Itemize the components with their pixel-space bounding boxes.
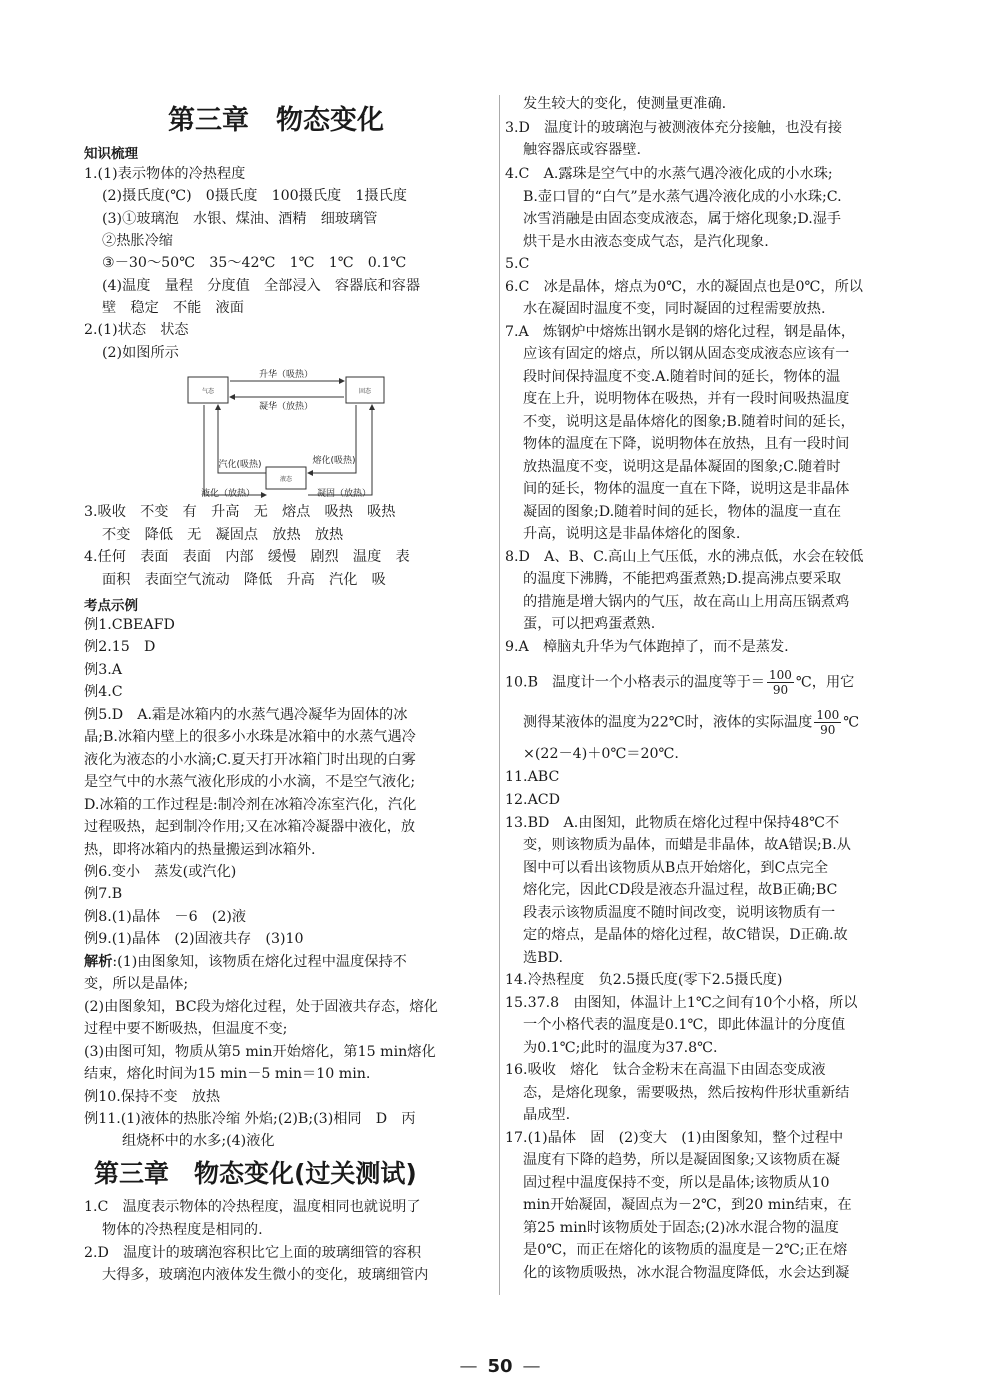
answer-line: 17.(1)晶体 固 (2)变大 (1)由图象知，整个过程中	[505, 1130, 844, 1146]
knowledge-line: 面积 表面空气流动 降低 升高 汽化 吸	[102, 572, 386, 588]
answer-line: 7.A 炼钢炉中熔炼出钢水是钢的熔化过程，钢是晶体，	[505, 324, 856, 340]
answer-line: min开始凝固，凝固点为－2℃，到20 min结束，在	[523, 1197, 852, 1213]
knowledge-line: 3.吸收 不变 有 升高 无 熔点 吸热 吸热	[84, 504, 396, 520]
analysis-line: 过程中要不断吸热，但温度不变;	[84, 1021, 288, 1037]
example-line: 例11.(1)液体的热胀冷缩 外焰;(2)B;(3)相同 D 丙	[84, 1111, 416, 1127]
example-line: 例1.CBEAFD	[84, 617, 175, 633]
sublimation-label: 升华（吸热）	[258, 370, 314, 380]
column-divider	[499, 95, 500, 1295]
answer-line: 烘干是水由液态变成气态，是汽化现象.	[523, 234, 769, 250]
answer-line: 13.BD A.由图知，此物质在熔化过程中保持48℃不	[505, 815, 840, 831]
answer-line: 固过程中温度保持不变，所以是晶体;该物质从10	[523, 1175, 830, 1191]
answer-line: 一个小格代表的温度是0.1℃，即此体温计的分度值	[523, 1017, 846, 1033]
q10-text: ℃	[843, 714, 860, 731]
knowledge-line: (2)摄氏度(℃) 0摄氏度 100摄氏度 1摄氏度	[102, 188, 407, 204]
test-line: 1.C 温度表示物体的冷热程度，温度相同也就说明了	[84, 1199, 421, 1215]
answer-line: 度在上升，说明物体在吸热，并有一段时间吸热温度	[523, 391, 850, 407]
knowledge-line: 1.(1)表示物体的冷热程度	[84, 166, 246, 182]
analysis-label: 解析	[84, 954, 113, 970]
answer-line: 物体的温度在下降，说明物体在放热，且有一段时间	[523, 436, 850, 452]
answer-line: 6.C 冰是晶体，熔点为0℃，水的凝固点也是0℃，所以	[505, 279, 863, 295]
test-line: 大得多，玻璃泡内液体发生微小的变化，玻璃细管内	[102, 1267, 429, 1283]
answer-line: 水在凝固时温度不变，同时凝固的过程需要放热.	[523, 301, 826, 317]
chapter-title: 第三章 物态变化	[168, 105, 384, 136]
answer-line: 放热温度不变，说明这是晶体凝固的图象;C.随着时	[523, 459, 841, 475]
answer-line: 间的延长，物体的温度一直在下降，说明这是非晶体	[523, 481, 850, 497]
example-line: 例3.A	[84, 662, 122, 678]
answer-line-q10	[505, 668, 854, 697]
state-change-diagram	[186, 363, 386, 503]
q10-text: ℃，用它	[795, 674, 855, 691]
footer-dash-left: —	[459, 1356, 478, 1377]
answer-line: 晶成型.	[523, 1107, 571, 1123]
test-line: 2.D 温度计的玻璃泡容积比它上面的玻璃细管的容积	[84, 1245, 422, 1261]
example-line: 液化为液态的小水滴;C.夏天打开冰箱门时出现的白雾	[84, 752, 416, 768]
answer-line: 的温度下沸腾，不能把鸡蛋煮熟;D.提高沸点要采取	[523, 571, 842, 587]
example-line: 例10.保持不变 放热	[84, 1089, 221, 1105]
footer-dash-right: —	[522, 1356, 541, 1377]
answer-line: 15.37.8 由图知，体温计上1℃之间有10个小格，所以	[505, 995, 858, 1011]
fraction-numerator: 100	[816, 708, 840, 722]
knowledge-line: ②热胀冷缩	[102, 233, 173, 249]
answer-line: 选BD.	[523, 950, 563, 966]
example-line: 热，即将冰箱内的热量搬运到冰箱外.	[84, 842, 316, 858]
condensation-label: 液化（放热）	[200, 489, 256, 499]
answer-line: 凝固的图象;D.随着时间的延长，物体的温度一直在	[523, 504, 842, 520]
answer-line: 图中可以看出该物质从B点开始熔化，到C点完全	[523, 860, 829, 876]
answer-line-q10	[523, 708, 859, 737]
vaporization-label: 汽化(吸热)	[218, 460, 262, 470]
knowledge-line: (4)温度 量程 分度值 全部浸入 容器底和容器	[102, 278, 421, 294]
knowledge-line: 4.任何 表面 表面 内部 缓慢 剧烈 温度 表	[84, 549, 410, 565]
solid-label: 固态	[358, 388, 372, 395]
condensation-arrow	[204, 405, 266, 495]
example-line: 是空气中的水蒸气液化形成的小水滴，不是空气液化;	[84, 774, 416, 790]
page-number-footer	[0, 1356, 1000, 1377]
page-number: 50	[487, 1356, 513, 1377]
answer-line: ×(22－4)＋0℃＝20℃.	[523, 746, 679, 762]
example-line: 晶;B.冰箱内壁上的很多小水珠是冰箱中的水蒸气遇冷	[84, 729, 416, 745]
example-line: 例4.C	[84, 684, 123, 700]
answer-line: 触容器底或容器壁.	[523, 142, 642, 158]
fraction-denominator: 90	[820, 723, 836, 737]
knowledge-line: ③－30～50℃ 35～42℃ 1℃ 1℃ 0.1℃	[102, 255, 407, 271]
answer-line: 为0.1℃;此时的温度为37.8℃.	[523, 1040, 718, 1056]
example-line: 例9.(1)晶体 (2)固液共存 (3)10	[84, 931, 304, 947]
analysis-line: 结束，熔化时间为15 min－5 min＝10 min.	[84, 1066, 371, 1082]
knowledge-line: (2)如图所示	[102, 345, 179, 361]
analysis-text: :(1)由图象知，该物质在熔化过程中温度保持不	[112, 954, 407, 970]
answer-line: B.壶口冒的“白气”是水蒸气遇冷液化成的小水珠;C.	[523, 189, 842, 205]
answer-line: 发生较大的变化，使测量更准确.	[523, 96, 727, 112]
answer-line: 定的熔点，是晶体的熔化过程，故C错误，D正确.故	[523, 927, 848, 943]
answer-line: 12.ACD	[505, 792, 561, 808]
analysis-line: (3)由图可知，物质从第5 min开始熔化，第15 min熔化	[84, 1044, 436, 1060]
answer-line: 应该有固定的熔点，所以钢从固态变成液态应该有一	[523, 346, 850, 362]
answer-line: 9.A 樟脑丸升华为气体跑掉了，而不是蒸发.	[505, 639, 789, 655]
answer-line: 5.C	[505, 256, 530, 272]
answer-line: 是0℃，而正在熔化的该物质的温度是－2℃;正在熔	[523, 1242, 848, 1258]
chapter-title-test: 第三章 物态变化(过关测试)	[94, 1159, 417, 1188]
answer-line: 8.D A、B、C.高山上气压低，水的沸点低，水会在较低	[505, 549, 864, 565]
answer-line: 16.吸收 熔化 钛合金粉末在高温下由固态变成液	[505, 1062, 826, 1078]
freezing-arrow	[308, 405, 372, 495]
knowledge-line: 不变 降低 无 凝固点 放热 放热	[102, 527, 344, 543]
example-line: 过程吸热，起到制冷作用;又在冰箱冷凝器中液化，放	[84, 819, 416, 835]
example-line: D.冰箱的工作过程是:制冷剂在冰箱冷冻室汽化，汽化	[84, 797, 417, 813]
example-line: 例2.15 D	[84, 639, 156, 655]
analysis-line	[84, 952, 407, 972]
answer-line: 升高，说明这是非晶体熔化的图象.	[523, 526, 741, 542]
example-line: 例7.B	[84, 886, 123, 902]
melting-label: 熔化(吸热)	[312, 456, 356, 466]
q10-text: 10.B 温度计一个小格表示的温度等于＝	[505, 674, 765, 691]
example-line: 例6.变小 蒸发(或汽化)	[84, 864, 237, 880]
fraction	[767, 668, 794, 697]
section-knowledge: 知识梳理	[84, 146, 138, 162]
answer-line: 变，则该物质为晶体，而蜡是非晶体，故A错误;B.从	[523, 837, 851, 853]
answer-line: 14.冷热程度 负2.5摄氏度(零下2.5摄氏度)	[505, 972, 783, 988]
example-line: 例8.(1)晶体 －6 (2)液	[84, 909, 247, 925]
fraction-numerator: 100	[769, 668, 792, 682]
answer-line: 3.D 温度计的玻璃泡与被测液体充分接触，也没有接	[505, 120, 843, 136]
example-line: 例5.D A.霜是冰箱内的水蒸气遇冷凝华为固体的冰	[84, 707, 408, 723]
answer-line: 11.ABC	[505, 769, 560, 785]
knowledge-line: (3)①玻璃泡 水银、煤油、酒精 细玻璃管	[102, 211, 378, 227]
answer-line: 段时间保持温度不变.A.随着时间的延长，物体的温	[523, 369, 841, 385]
liquid-label: 液态	[279, 476, 293, 483]
answer-line: 第25 min时该物质处于固态;(2)冰水混合物的温度	[523, 1220, 839, 1236]
answer-line: 的措施是增大锅内的气压，故在高山上用高压锅煮鸡	[523, 594, 850, 610]
answer-line: 熔化完，因此CD段是液态升温过程，故B正确;BC	[523, 882, 838, 898]
freezing-label: 凝固（放热）	[316, 489, 372, 499]
example-line: 组烧杯中的水多;(4)液化	[122, 1133, 275, 1149]
answer-line: 冰雪消融是由固态变成液态，属于熔化现象;D.湿手	[523, 211, 842, 227]
gas-label: 气态	[201, 388, 215, 395]
test-line: 物体的冷热程度是相同的.	[102, 1222, 263, 1238]
analysis-line: 变，所以是晶体;	[84, 976, 189, 992]
deposition-label: 凝华（放热）	[258, 402, 314, 412]
answer-line: 化的该物质吸热，冰水混合物温度降低，水会达到凝	[523, 1265, 850, 1281]
answer-line: 温度有下降的趋势，所以是凝固图象;又该物质在凝	[523, 1152, 840, 1168]
answer-line: 蛋，可以把鸡蛋煮熟.	[523, 616, 656, 632]
fraction-denominator: 90	[772, 683, 789, 697]
knowledge-line: 2.(1)状态 状态	[84, 322, 189, 338]
answer-line: 4.C A.露珠是空气中的水蒸气遇冷液化成的小水珠;	[505, 166, 833, 182]
section-examples: 考点示例	[84, 598, 138, 614]
fraction	[814, 708, 841, 737]
answer-line: 段表示该物质温度不随时间改变，说明该物质有一	[523, 905, 836, 921]
q10-text: 测得某液体的温度为22℃时，液体的实际温度	[523, 714, 813, 731]
answer-line: 态，是熔化现象，需要吸热，然后按构件形状重新结	[523, 1085, 850, 1101]
answer-line: 不变，说明这是晶体熔化的图象;B.随着时间的延长，	[523, 414, 855, 430]
analysis-line: (2)由图象知，BC段为熔化过程，处于固液共存态，熔化	[84, 999, 438, 1015]
knowledge-line: 壁 稳定 不能 液面	[102, 300, 244, 316]
